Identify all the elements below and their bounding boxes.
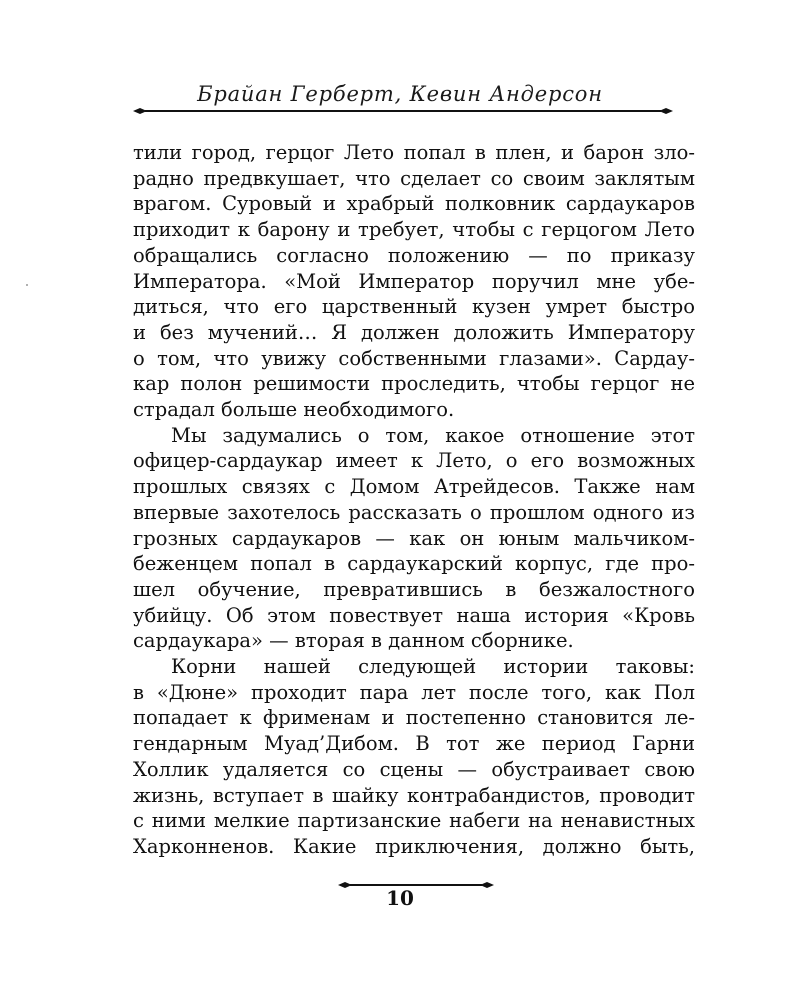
header-rule-left-diamond xyxy=(133,108,147,114)
text-line: тили город, герцог Лето попал в плен, и барон зло- xyxy=(133,141,695,164)
page-number: 10 xyxy=(386,886,414,910)
text-line: Императора. «Мой Император поручил мне убе- xyxy=(133,269,695,293)
text-line: обращались согласно положению — по приказу xyxy=(133,243,695,267)
text-line: и без мучений… Я должен доложить Императору xyxy=(133,320,695,344)
text-line: офицер-сардаукар имеет к Лето, о его возможных xyxy=(133,449,695,473)
text-line: убийцу. Об этом повествует наша история «Кровь xyxy=(133,603,695,627)
margin-speck xyxy=(26,284,28,286)
text-line: Мы задумались о том, какое отношение этот xyxy=(171,423,695,447)
text-line: Холлик удаляется со сцены — обустраивает свою xyxy=(133,757,695,781)
text-line: о том, что увижу собственными глазами». Сардау- xyxy=(133,346,695,370)
text-line: диться, что его царственный кузен умрет быстро xyxy=(133,295,695,319)
text-line: шел обучение, превратившись в безжалостного xyxy=(133,577,695,601)
paragraph-3 xyxy=(133,654,695,860)
text-line: кар полон решимости проследить, чтобы герцог не xyxy=(133,372,695,396)
body-text xyxy=(133,140,695,860)
text-line: приходит к барону и требует, чтобы с герцогом Лето xyxy=(133,218,695,242)
text-line: Корни нашей следующей истории таковы: xyxy=(171,655,695,679)
text-line: попадает к фрименам и постепенно становится ле- xyxy=(133,706,695,730)
text-line: радно предвкушает, что сделает со своим заклятым xyxy=(133,166,695,190)
text-line: Харконненов. Какие приключения, должно быть, xyxy=(133,834,695,858)
running-head-authors: Брайан Герберт, Кевин Андерсон xyxy=(197,82,603,106)
text-line: сардаукара» — вторая в данном сборнике. xyxy=(133,629,574,653)
header-ornamental-rule xyxy=(133,104,673,118)
text-line: гендарным Муад’Дибом. В тот же период Гарни xyxy=(133,732,695,756)
text-line: врагом. Суровый и храбрый полковник сардаукаров xyxy=(133,192,695,216)
text-line: впервые захотелось рассказать о прошлом одного из xyxy=(133,500,695,524)
text-line: жизнь, вступает в шайку контрабандистов, проводит xyxy=(133,783,695,807)
paragraph-1 xyxy=(133,140,695,423)
text-line: прошлых связях с Домом Атрейдесов. Также нам xyxy=(133,475,695,499)
text-line: с ними мелкие партизанские набеги на ненавистных xyxy=(133,809,695,833)
text-line: страдал больше необходимого. xyxy=(133,398,455,422)
text-line: в «Дюне» проходит пара лет после того, как Пол xyxy=(133,680,695,704)
text-line: беженцем попал в сардаукарский корпус, где про- xyxy=(133,552,695,576)
header-rule-right-diamond xyxy=(659,108,673,114)
paragraph-2 xyxy=(133,423,695,654)
text-line: грозных сардаукаров — как он юным мальчиком- xyxy=(133,526,695,550)
